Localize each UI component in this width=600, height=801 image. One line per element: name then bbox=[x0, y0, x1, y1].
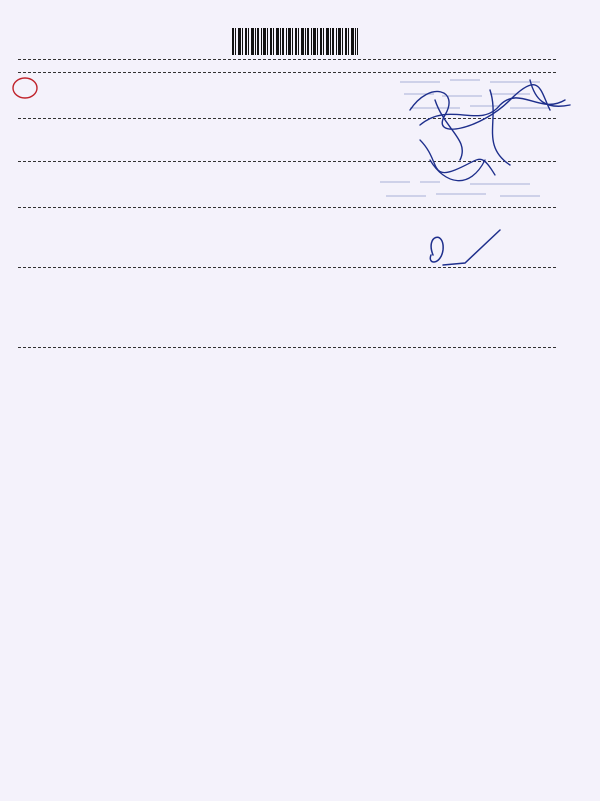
signature-scribble bbox=[400, 130, 510, 200]
divider bbox=[18, 347, 556, 348]
barcode bbox=[232, 28, 358, 55]
signature-scribble bbox=[415, 225, 505, 275]
red-circle-mark bbox=[10, 74, 40, 102]
divider bbox=[18, 59, 556, 60]
